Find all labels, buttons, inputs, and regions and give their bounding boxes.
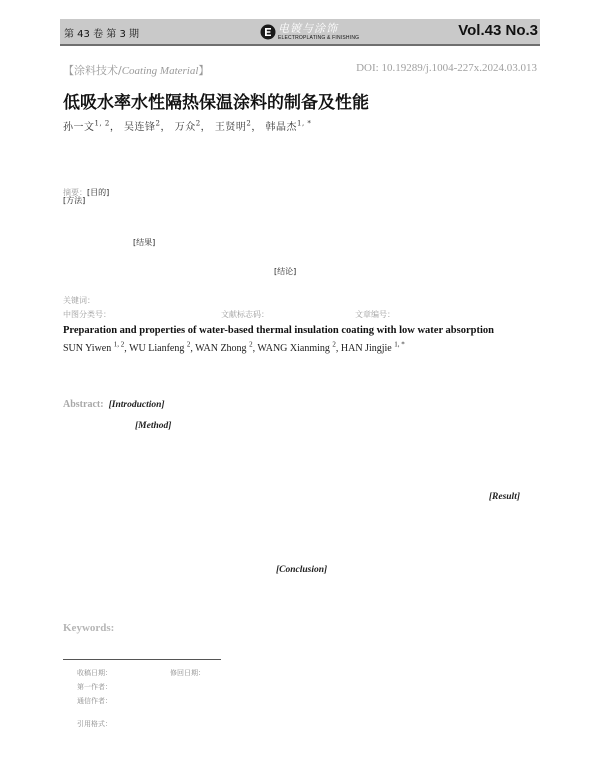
- first-author-label: 第一作者：: [77, 683, 112, 691]
- doi: DOI: 10.19289/j.1004-227x.2024.03.013: [356, 62, 537, 74]
- abstract-en-introduction: [Introduction]: [108, 400, 165, 410]
- abstract-cn-objective: [目的]: [87, 188, 110, 197]
- article-number-label: 文章编号：: [355, 310, 395, 319]
- author-cn: 吴连锋$^2$，: [124, 119, 172, 133]
- column-tag-en: Coating Material: [121, 65, 199, 77]
- abstract-cn-label: 摘要：: [63, 188, 87, 197]
- author-list-en: [63, 340, 405, 354]
- keywords-cn-label: 关键词：: [63, 296, 95, 305]
- citation-label: 引用格式：: [77, 720, 112, 728]
- abstract-cn-result: [结果]: [133, 238, 156, 247]
- author-cn: 王贤明$^2$，: [214, 119, 262, 133]
- author-cn: 韩晶杰$^{1, *}$: [265, 119, 312, 133]
- author-en: SUN Yiwen $^{1, 2}$,: [63, 340, 130, 354]
- abstract-en-label: Abstract:: [63, 399, 104, 410]
- abstract-en-method: [Method]: [135, 421, 172, 431]
- author-list-cn: [63, 118, 311, 133]
- paper-title-cn: 低吸水率水性隔热保温涂料的制备及性能: [63, 93, 369, 113]
- journal-name-cn: 电镀与涂饰: [278, 22, 338, 35]
- author-en: WU Lianfeng $^2$,: [129, 340, 196, 354]
- keywords-en-label: Keywords:: [63, 622, 115, 634]
- footnote-rule: [63, 659, 221, 660]
- column-tag: [63, 62, 209, 78]
- abstract-en-first-line: [63, 392, 165, 411]
- paper-title-en: Preparation and properties of water-based thermal insulation coating with low water absorption: [63, 325, 494, 336]
- issue-info-cn: 第 43 卷 第 3 期: [64, 29, 139, 40]
- header-rule: [60, 44, 540, 46]
- abstract-cn-method: [方法]: [63, 196, 86, 205]
- document-code-label: 文献标志码：: [221, 310, 269, 319]
- abstract-en-conclusion: [Conclusion]: [276, 565, 328, 575]
- corresponding-author-label: 通信作者：: [77, 697, 112, 705]
- author-cn: 万众$^2$，: [174, 119, 212, 133]
- revised-date-label: 修回日期：: [170, 669, 205, 677]
- journal-name-en: ELECTROPLATING & FINISHING: [278, 35, 360, 41]
- abstract-cn-conclusion: [结论]: [274, 267, 297, 276]
- column-tag-cn: 【涂料技术/: [63, 64, 122, 77]
- journal-logo-icon: [260, 24, 276, 40]
- author-en: WANG Xianming $^2$,: [257, 340, 341, 354]
- author-en: WAN Zhong $^2$,: [195, 340, 258, 354]
- author-cn: 孙一文$^{1, 2}$，: [63, 119, 121, 133]
- author-en: HAN Jingjie $^{1, *}$: [340, 340, 405, 354]
- column-tag-close: 】: [198, 64, 210, 77]
- abstract-en-result: [Result]: [488, 492, 520, 502]
- received-date-label: 收稿日期：: [77, 669, 112, 677]
- class-number-label: 中图分类号：: [63, 310, 111, 319]
- volume-number: Vol.43 No.3: [458, 22, 538, 39]
